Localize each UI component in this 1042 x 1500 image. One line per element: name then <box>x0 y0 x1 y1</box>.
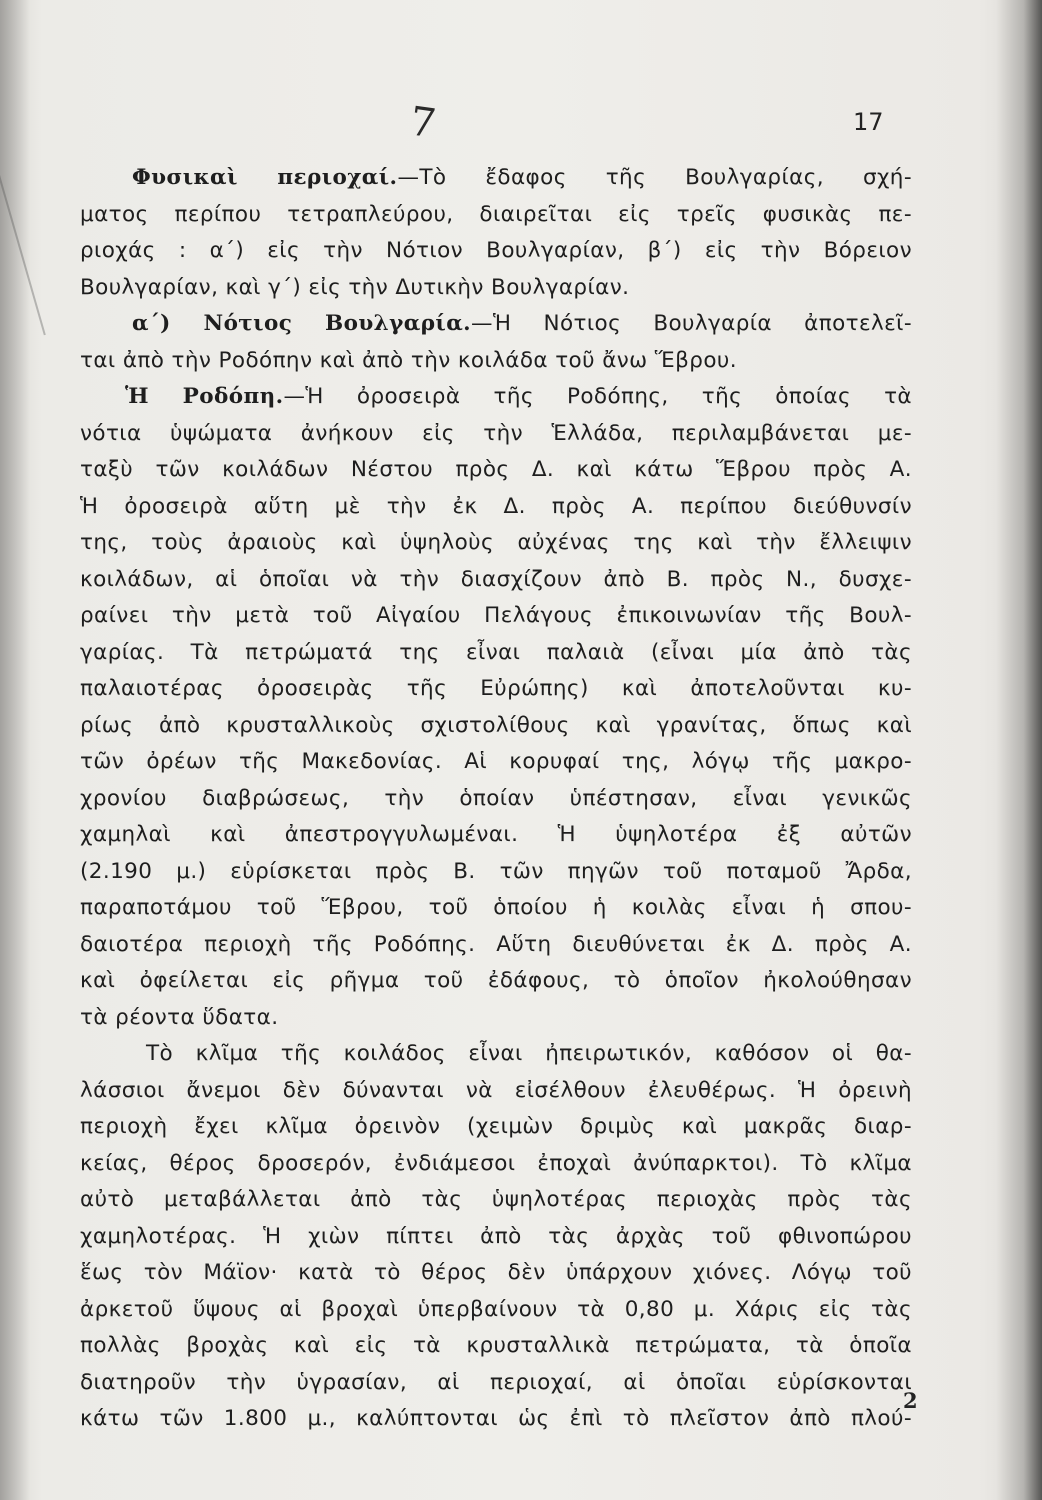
text-line-35: κάτω τῶν 1.800 μ., καλύπτονται ὡς ἐπὶ τὸ πλεῖστον ἀπὸ πλού- <box>80 1406 912 1431</box>
text-line-33: πολλὰς βροχὰς καὶ εἰς τὰ κρυσταλλικὰ πετρώματα, τὰ ὁποῖα <box>80 1333 912 1358</box>
text-line-24: τὰ ρέοντα ὕδατα. <box>80 1004 279 1030</box>
section-heading-south-bulgaria: α΄) Νότιος Βουλγαρία. <box>132 311 472 336</box>
handwritten-page-mark: 7 <box>406 98 439 148</box>
text-line-21: παραποτάμου τοῦ Ἕβρου, τοῦ ὁποίου ἡ κοιλὰς εἶναι ἡ σπου- <box>80 895 912 920</box>
text-line-19: χαμηλαὶ καὶ ἀπεστρογγυλωμέναι. Ἡ ὑψηλοτέρα ἐξ αὐτῶν <box>80 822 912 847</box>
text-line-22: δαιοτέρα περιοχὴ τῆς Ροδόπης. Αὕτη διευθύνεται ἐκ Δ. πρὸς Α. <box>80 931 912 957</box>
text-line-7: Ἡ Ροδόπη.—Ἡ ὀροσειρὰ τῆς Ροδόπης, τῆς ὁποίας τὰ <box>125 384 912 409</box>
text-line-1: Φυσικαὶ περιοχαί.—Τὸ ἔδαφος τῆς Βουλγαρίας, σχή- <box>132 165 912 190</box>
right-edge-shadow <box>996 0 1042 1500</box>
text-line-8: νότια ὑψώματα ἀνήκουν εἰς τὴν Ἑλλάδα, περιλαμβάνεται με- <box>80 420 912 446</box>
body-text <box>80 160 912 1438</box>
text-line-26: λάσσιοι ἄνεμοι δὲν δύνανται νὰ εἰσέλθουν ἐλευθέρως. Ἡ ὀρεινὴ <box>80 1077 912 1103</box>
text-line-34: διατηροῦν τὴν ὑγρασίαν, αἱ περιοχαί, αἱ ὁποῖαι εὑρίσκονται <box>80 1369 912 1395</box>
text-line-5: α΄) Νότιος Βουλγαρία.—Ἡ Νότιος Βουλγαρία ἀποτελεῖ- <box>132 311 913 336</box>
signature-mark: 2 <box>903 1388 918 1413</box>
text-line-4: Βουλγαρίαν, καὶ γ΄) εἰς τὴν Δυτικὴν Βουλγαρίαν. <box>80 274 630 300</box>
section-heading-rhodope: Ἡ Ροδόπη. <box>125 384 284 409</box>
text-line-2: ματος περίπου τετραπλεύρου, διαιρεῖται εἰς τρεῖς φυσικὰς πε- <box>80 201 912 227</box>
text-line-10: Ἡ ὀροσειρὰ αὕτη μὲ τὴν ἐκ Δ. πρὸς Α. περίπου διεύθυνσίν <box>80 493 912 519</box>
text-line-14: γαρίας. Τὰ πετρώματά της εἶναι παλαιὰ (εἶναι μία ἀπὸ τὰς <box>80 639 912 665</box>
text-line-9: ταξὺ τῶν κοιλάδων Νέστου πρὸς Δ. καὶ κάτω Ἕβρου πρὸς Α. <box>80 457 912 482</box>
text-line-27: περιοχὴ ἔχει κλῖμα ὀρεινὸν (χειμὼν δριμὺς καὶ μακρᾶς διαρ- <box>80 1114 912 1139</box>
text-line-15: παλαιοτέρας ὀροσειρὰς τῆς Εὐρώπης) καὶ ἀποτελοῦνται κυ- <box>80 676 912 701</box>
text-line-20: (2.190 μ.) εὑρίσκεται πρὸς Β. τῶν πηγῶν τοῦ ποταμοῦ Ἄρδα, <box>80 858 912 884</box>
page-number: 17 <box>853 108 884 136</box>
section-heading-physical-regions: Φυσικαὶ περιοχαί. <box>132 165 398 190</box>
text-line-30: χαμηλοτέρας. Ἡ χιὼν πίπτει ἀπὸ τὰς ἀρχὰς τοῦ φθινοπώρου <box>80 1223 912 1249</box>
text-line-17: τῶν ὀρέων τῆς Μακεδονίας. Αἱ κορυφαί της, λόγῳ τῆς μακρο- <box>80 749 912 774</box>
text-line-11: της, τοὺς ἀραιοὺς καὶ ὑψηλοὺς αὐχένας της καὶ τὴν ἔλλειψιν <box>80 530 912 555</box>
text-line-18: χρονίου διαβρώσεως, τὴν ὁποίαν ὑπέστησαν, εἶναι γενικῶς <box>80 785 912 811</box>
text-line-23: καὶ ὀφείλεται εἰς ρῆγμα τοῦ ἐδάφους, τὸ ὁποῖον ἠκολούθησαν <box>80 968 912 993</box>
text-line-12: κοιλάδων, αἱ ὁποῖαι νὰ τὴν διασχίζουν ἀπὸ Β. πρὸς Ν., δυσχε- <box>80 566 912 592</box>
text-line-6: ται ἀπὸ τὴν Ροδόπην καὶ ἀπὸ τὴν κοιλάδα τοῦ ἄνω Ἕβρου. <box>80 347 737 373</box>
text-line-16: ρίως ἀπὸ κρυσταλλικοὺς σχιστολίθους καὶ γρανίτας, ὅπως καὶ <box>80 712 912 738</box>
text-line-13: ραίνει τὴν μετὰ τοῦ Αἰγαίου Πελάγους ἐπικοινωνίαν τῆς Βουλ- <box>80 603 912 628</box>
text-line-28: κείας, θέρος δροσερόν, ἐνδιάμεσοι ἐποχαὶ ἀνύπαρκτοι). Τὸ κλῖμα <box>80 1150 912 1176</box>
left-edge-shadow <box>0 0 30 1500</box>
text-line-32: ἀρκετοῦ ὕψους αἱ βροχαὶ ὑπερβαίνουν τὰ 0,80 μ. Χάρις εἰς τὰς <box>80 1296 912 1322</box>
text-line-29: αὐτὸ μεταβάλλεται ἀπὸ τὰς ὑψηλοτέρας περιοχὰς πρὸς τὰς <box>80 1187 912 1212</box>
text-line-31: ἕως τὸν Μάϊον· κατὰ τὸ θέρος δὲν ὑπάρχουν χιόνες. Λόγῳ τοῦ <box>80 1260 912 1285</box>
text-line-25: Τὸ κλῖμα τῆς κοιλάδος εἶναι ἠπειρωτικόν, καθόσον οἱ θα- <box>146 1041 912 1066</box>
text-line-3: ριοχάς : α΄) εἰς τὴν Νότιον Βουλγαρίαν, β΄) εἰς τὴν Βόρειον <box>80 238 912 263</box>
